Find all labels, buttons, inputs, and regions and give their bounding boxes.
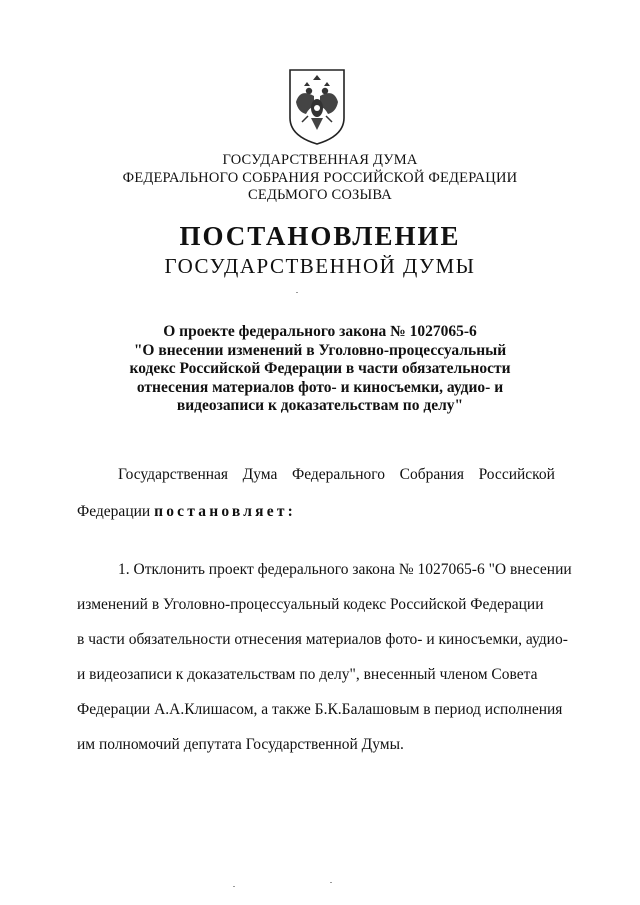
scan-speck [330, 882, 332, 883]
intro-word-3: Федерального [291, 466, 386, 483]
resolution-verb: постановляет: [154, 503, 296, 520]
law-title-line-1: О проекте федерального закона № 1027065-6 [163, 323, 477, 340]
paragraph-1 [77, 561, 572, 771]
law-title-line-5: видеозаписи к доказательствам по делу" [176, 397, 464, 414]
law-title [100, 323, 540, 416]
header-line-2: ФЕДЕРАЛЬНОГО СОБРАНИЯ РОССИЙСКОЙ ФЕДЕРАЦИИ [122, 169, 518, 186]
issuer-header [0, 152, 640, 205]
law-title-line-3: кодекс Российской Федерации в части обязательности [129, 360, 511, 377]
scan-speck [233, 886, 235, 887]
paragraph-1-line-5: Федерации А.А.Клишасом, а также Б.К.Балашовым в период исполнения [77, 701, 563, 718]
intro-line-1 [77, 466, 555, 484]
state-emblem-icon [286, 66, 348, 148]
document-title: ПОСТАНОВЛЕНИЕ [179, 221, 461, 251]
header-line-3: СЕДЬМОГО СОЗЫВА [248, 187, 392, 203]
intro-word-1: Государственная [118, 466, 229, 483]
intro-word-2: Дума [242, 466, 278, 483]
paragraph-1-line-2: изменений в Уголовно-процессуальный кодекс Российской Федерации [77, 596, 544, 613]
paragraph-1-line-4: и видеозаписи к доказательствам по делу", внесенный членом Совета [77, 666, 538, 683]
law-title-line-4: отнесения материалов фото- и киносъемки, аудио- и [136, 378, 504, 396]
paragraph-1-line-6: им полномочий депутата Государственной Думы. [77, 736, 404, 753]
paragraph-1-line-1: 1. Отклонить проект федерального закона № 1027065-6 "О внесении [118, 561, 572, 578]
intro-word-5: Российской [478, 466, 555, 483]
intro-paragraph [77, 466, 555, 521]
intro-word-4: Собрания [399, 466, 464, 483]
scan-speck [296, 292, 298, 293]
law-title-line-2: "О внесении изменений в Уголовно-процессуальный [133, 341, 507, 359]
intro-line-2-start: Федерации [77, 503, 151, 520]
paragraph-1-line-3: в части обязательности отнесения материалов фото- и киносъемки, аудио- [77, 631, 568, 648]
intro-line-2 [77, 503, 555, 521]
header-line-1: ГОСУДАРСТВЕННАЯ ДУМА [222, 152, 418, 168]
document-subtitle: ГОСУДАРСТВЕННОЙ ДУМЫ [164, 254, 476, 278]
